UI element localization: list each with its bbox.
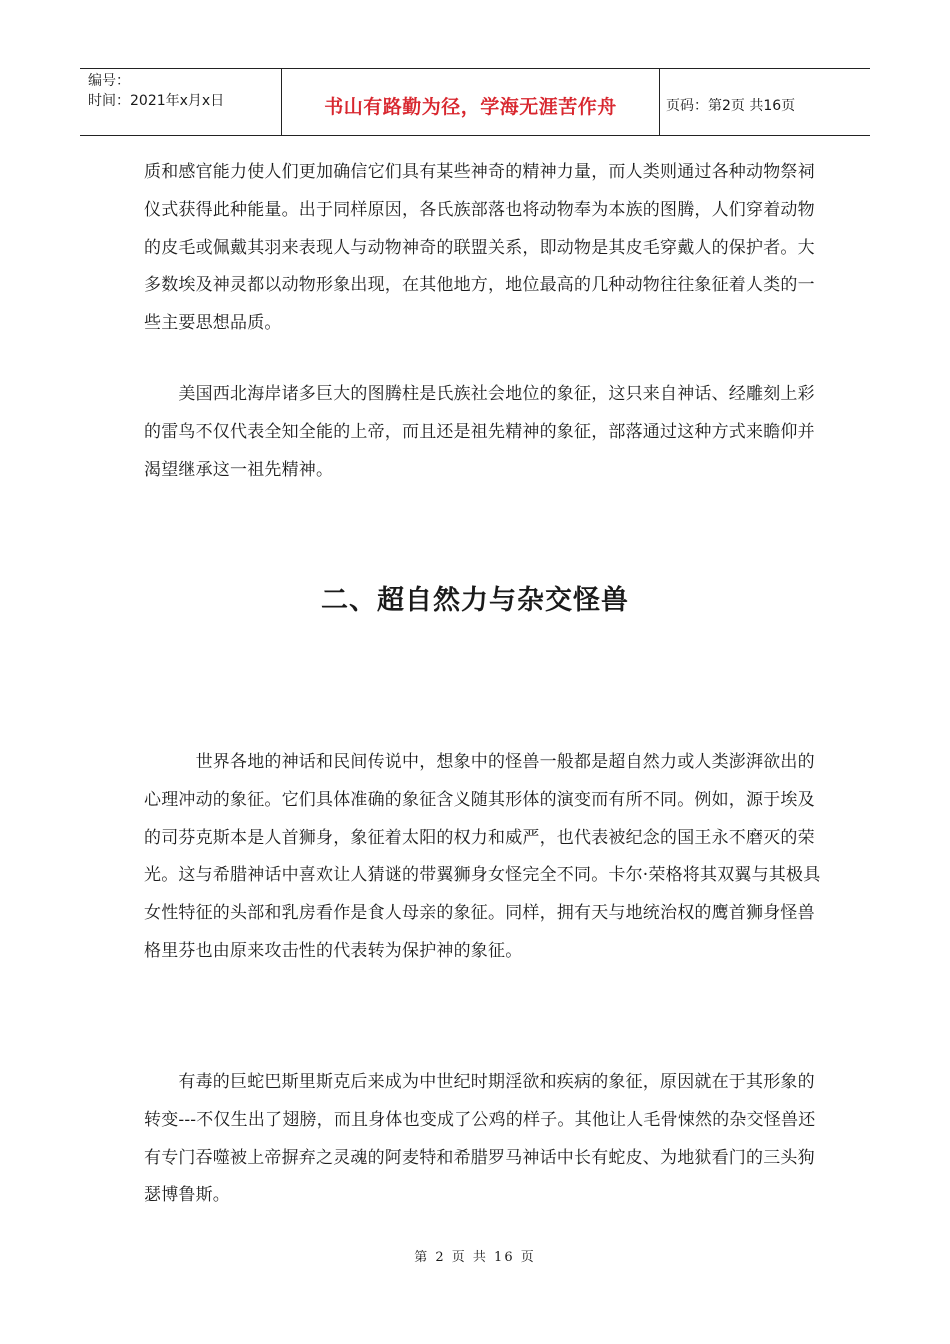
section-heading: 二、超自然力与杂交怪兽 <box>321 585 629 616</box>
paragraph-3: 世界各地的神话和民间传说中，想象中的怪兽一般都是超自然力或人类澎湃欲出的心理冲动的象征。它们具体准确的象征含义随其形体的演变而有所不同。例如，源于埃及的司芬克斯本是人首狮身，象征着太阳的权力和威严，也代表被纪念的国王永不磨灭的荣光。这与希腊神话中喜欢让人猜谜的带翼狮身女怪完全不同。卡尔·荣格将其双翼与其极具女性特征的头部和乳房看作是食人母亲的象征。同样，拥有天与地统治权的鹰首狮身怪兽格里芬也由原来攻击性的代表转为保护神的象征。 <box>144 752 821 961</box>
header-table <box>80 68 870 136</box>
paragraph-2: 美国西北海岸诸多巨大的图腾柱是氏族社会地位的象征，这只来自神话、经雕刻上彩的雷鸟不仅代表全知全能的上帝，而且还是祖先精神的象征，部落通过这种方式来瞻仰并渴望继承这一祖先精神。 <box>144 384 815 480</box>
header-page-cell <box>660 69 870 135</box>
page-info: 页码：第2页 共16页 <box>666 98 796 114</box>
document-time-label: 时间：2021年x月x日 <box>88 93 225 109</box>
paragraph-4: 有毒的巨蛇巴斯里斯克后来成为中世纪时期淫欲和疾病的象征，原因就在于其形象的转变---不仅生出了翅膀，而且身体也变成了公鸡的样子。其他让人毛骨悚然的杂交怪兽还有专门吞噬被上帝摒弃之灵魂的阿麦特和希腊罗马神话中长有蛇皮、为地狱看门的三头狗瑟博鲁斯。 <box>144 1072 816 1206</box>
motto-text: 书山有路勤为径，学海无涯苦作舟 <box>324 95 617 118</box>
header-meta-cell <box>80 69 282 135</box>
paragraph-1: 质和感官能力使人们更加确信它们具有某些神奇的精神力量，而人类则通过各种动物祭祠仪式获得此种能量。出于同样原因，各氏族部落也将动物奉为本族的图腾，人们穿着动物的皮毛或佩戴其羽来表现人与动物神奇的联盟关系，即动物是其皮毛穿戴人的保护者。大多数埃及神灵都以动物形象出现，在其他地方，地位最高的几种动物往往象征着人类的一些主要思想品质。 <box>144 162 815 334</box>
document-number-label: 编号： <box>88 73 130 89</box>
page-footer: 第 2 页 共 16 页 <box>414 1250 536 1265</box>
header-motto-cell <box>282 69 660 135</box>
